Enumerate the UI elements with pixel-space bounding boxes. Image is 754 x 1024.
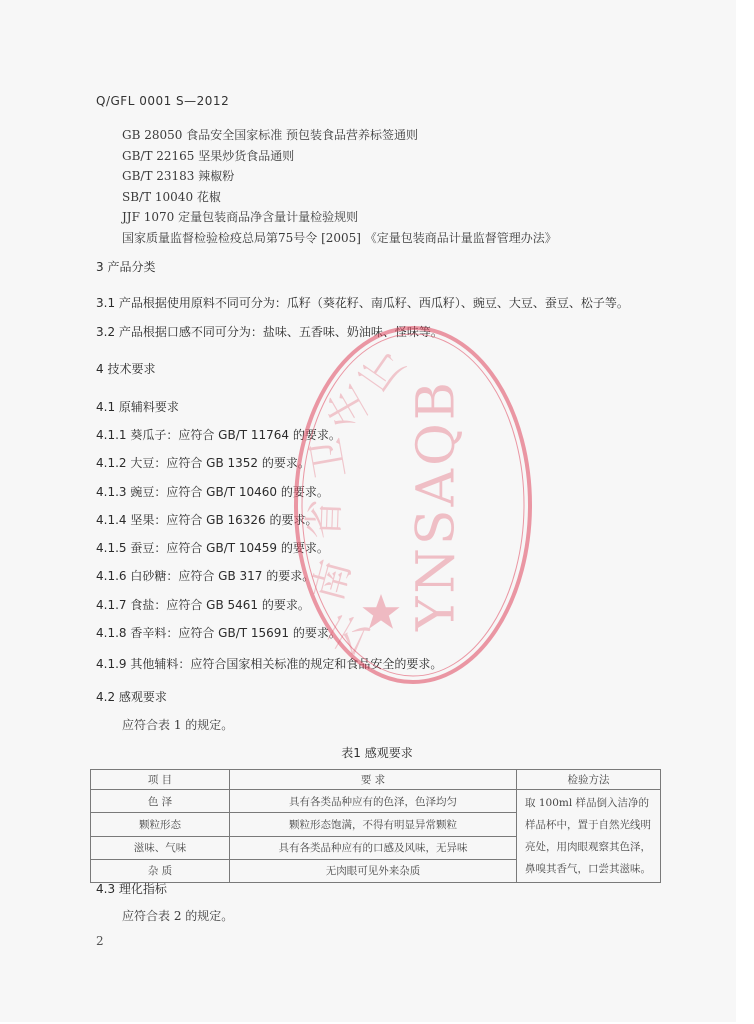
svg-text:卫: 卫	[303, 434, 356, 482]
table-cell: 颗粒形态	[91, 813, 230, 836]
table-cell: 具有各类品种应有的口感及风味，无异味	[230, 836, 517, 859]
reference-item: 国家质量监督检验检疫总局第75号令 [2005] 《定量包装商品计量监督管理办法》	[122, 230, 557, 245]
subsection-heading: 4.3 理化指标	[96, 882, 167, 896]
scan-edge	[736, 0, 754, 1024]
svg-text:生: 生	[316, 377, 377, 436]
table-cell: 杂 质	[91, 859, 230, 882]
svg-text:省: 省	[301, 498, 349, 541]
svg-text:厅: 厅	[352, 338, 413, 399]
table-header-cell: 要 求	[230, 770, 517, 790]
clause-text: 4.1.5 蚕豆：应符合 GB/T 10459 的要求。	[96, 541, 329, 555]
inspection-method-cell: 取 100ml 样品倒入洁净的样品杯中，置于自然光线明亮处，用肉眼观察其色泽，鼻嗅其香气，口尝其滋味。	[517, 790, 661, 883]
body-text: 应符合表 1 的规定。	[122, 718, 234, 732]
subsection-heading: 4.2 感观要求	[96, 690, 167, 704]
sensory-table	[90, 769, 661, 883]
clause-text: 4.1.9 其他辅料：应符合国家相关标准的规定和食品安全的要求。	[96, 657, 443, 671]
table-title: 表1 感观要求	[341, 746, 413, 760]
clause-text: 4.1.1 葵瓜子：应符合 GB/T 11764 的要求。	[96, 428, 341, 442]
clause-text: 4.1.4 坚果：应符合 GB 16326 的要求。	[96, 513, 318, 527]
table-header-cell: 检验方法	[517, 770, 661, 790]
body-text: 应符合表 2 的规定。	[122, 909, 234, 923]
svg-text:云: 云	[318, 606, 379, 665]
subsection-heading: 4.1 原辅料要求	[96, 400, 179, 414]
table-header-cell: 项 目	[91, 770, 230, 790]
reference-item: GB 28050 食品安全国家标准 预包装食品营养标签通则	[122, 128, 419, 142]
table-row	[91, 790, 661, 813]
page-number: 2	[96, 934, 104, 948]
table-cell: 色 泽	[91, 790, 230, 813]
section-heading: 4 技术要求	[96, 362, 156, 376]
document-code: Q/GFL 0001 S—2012	[96, 94, 230, 108]
table-header-row	[91, 770, 661, 790]
table-cell: 滋味、气味	[91, 836, 230, 859]
clause-text: 4.1.8 香辛料：应符合 GB/T 15691 的要求。	[96, 626, 341, 640]
reference-list	[122, 125, 557, 248]
table-cell: 无肉眼可见外来杂质	[230, 859, 517, 882]
svg-text:南: 南	[305, 555, 360, 606]
clause-text: 4.1.2 大豆：应符合 GB 1352 的要求。	[96, 456, 310, 470]
table-cell: 具有各类品种应有的色泽，色泽均匀	[230, 790, 517, 813]
clause-text: 4.1.7 食盐：应符合 GB 5461 的要求。	[96, 598, 310, 612]
reference-item: GB/T 22165 坚果炒货食品通则	[122, 148, 295, 163]
reference-item: SB/T 10040 花椒	[122, 189, 221, 204]
reference-item: JJF 1070 定量包装商品净含量计量检验规则	[122, 210, 359, 224]
section-heading: 3 产品分类	[96, 260, 156, 274]
reference-item: GB/T 23183 辣椒粉	[122, 169, 235, 183]
clause-text: 3.2 产品根据口感不同可分为：盐味、五香味、奶油味、怪味等。	[96, 325, 443, 339]
clause-text: 4.1.6 白砂糖：应符合 GB 317 的要求。	[96, 569, 315, 583]
clause-text: 4.1.3 豌豆：应符合 GB/T 10460 的要求。	[96, 485, 329, 499]
svg-text:YNSAQB: YNSAQB	[406, 379, 467, 631]
table-cell: 颗粒形态饱满，不得有明显异常颗粒	[230, 813, 517, 836]
clause-text: 3.1 产品根据使用原料不同可分为：瓜籽（葵花籽、南瓜籽、西瓜籽）、豌豆、大豆、蚕豆、松子等。	[96, 296, 629, 310]
